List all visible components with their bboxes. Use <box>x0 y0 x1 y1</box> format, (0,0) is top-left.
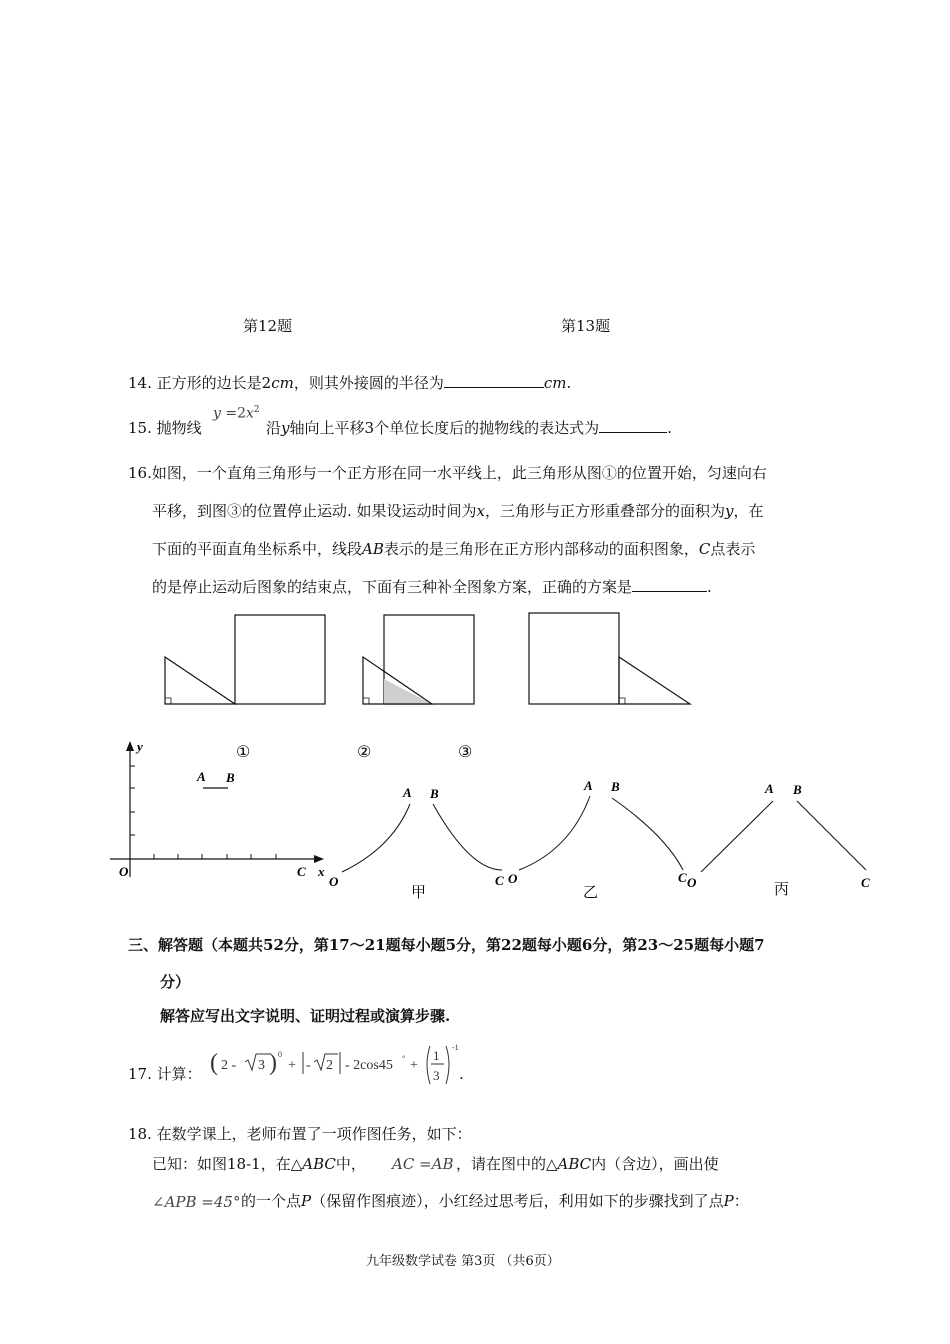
q16-line1-text: 如图，一个直角三角形与一个正方形在同一水平线上，此三角形从图①的位置开始，匀速向右 <box>151 464 767 482</box>
x-ticks <box>154 854 276 859</box>
svg-text:0: 0 <box>278 1050 282 1059</box>
option-jia-right-curve <box>433 804 502 870</box>
figure-1-triangle <box>165 657 235 704</box>
svg-text:-: - <box>306 1058 311 1073</box>
q18-line3-a: 的一个点 <box>241 1192 302 1210</box>
q16-line2-a: 平移，到图③的位置停止运动. 如果设运动时间为 <box>152 502 477 520</box>
figure-label-1: ① <box>236 744 251 761</box>
q15-answer-blank[interactable] <box>599 418 667 433</box>
q16-line3-c: C <box>698 540 711 558</box>
q14-unit: cm <box>271 374 294 392</box>
q16-number: 16. <box>128 464 152 482</box>
svg-text:2 -: 2 - <box>221 1058 237 1073</box>
q14-number: 14. <box>128 374 152 392</box>
svg-text:-1: -1 <box>452 1043 459 1052</box>
figure-label-3: ③ <box>458 744 473 761</box>
q16-line3-a: 下面的平面直角坐标系中，线段 <box>152 540 363 558</box>
q16-answer-blank[interactable] <box>632 577 707 592</box>
point-a-label: A <box>197 769 206 784</box>
q14-end-unit: cm <box>543 374 567 392</box>
figure-2-overlap <box>384 679 432 704</box>
q18-equation: AC =AB <box>392 1155 454 1173</box>
figure-3-square <box>529 613 619 704</box>
figure-2 <box>363 615 474 704</box>
option-jia-left-curve <box>342 804 410 872</box>
q18-line2-d: 内（含边），画出使 <box>591 1155 719 1173</box>
q17-label: 计算： <box>156 1065 202 1083</box>
section3-title-2: 分） <box>160 973 191 991</box>
q18-line2-abc: ABC <box>302 1155 336 1173</box>
q16-line2-y: y <box>725 502 734 520</box>
q14-value: 2 <box>261 374 272 392</box>
y-ticks <box>130 766 135 835</box>
q18-line3-c: ： <box>733 1192 749 1210</box>
y-axis-label: y <box>137 739 143 754</box>
q16-line4 <box>152 577 712 597</box>
q18-line1-text: 在数学课上，老师布置了一项作图任务，如下： <box>156 1125 472 1143</box>
svg-text:- 2cos45: - 2cos45 <box>345 1058 393 1073</box>
q17-expression <box>208 1040 478 1090</box>
q16-line3-ab: AB <box>362 540 384 558</box>
q15-text-mid1: 沿 <box>266 419 282 437</box>
q15-axis: y <box>281 419 290 437</box>
q15-formula-exp: 2 <box>253 405 260 415</box>
figure-2-right-angle <box>363 698 369 704</box>
q18-line2-a: 已知：如图18-1，在△ <box>152 1155 303 1173</box>
q14-end: . <box>566 374 572 392</box>
q14-text-mid: ，则其外接圆的半径为 <box>293 374 444 392</box>
option-bing-c: C <box>861 875 870 890</box>
q15-text-mid2: 轴向上平移 <box>289 419 365 437</box>
option-yi-right-curve <box>612 798 683 870</box>
svg-text:): ) <box>269 1050 277 1076</box>
coordinate-system <box>110 739 325 879</box>
question-18-line3 <box>241 1191 749 1211</box>
option-jia-c: C <box>495 873 504 888</box>
option-jia <box>329 785 504 901</box>
option-bing-a: A <box>765 781 774 796</box>
q18-angle: ∠APB =45° <box>152 1193 241 1211</box>
origin-label: O <box>119 864 129 879</box>
svg-text:°: ° <box>402 1054 406 1063</box>
figure-1 <box>165 615 325 704</box>
q18-line3-b: （保留作图痕迹），小红经过思考后，利用如下的步骤找到了点 <box>311 1192 724 1210</box>
option-yi-c: C <box>678 870 687 885</box>
option-jia-label: 甲 <box>411 885 427 901</box>
question-18-line1 <box>128 1124 472 1144</box>
page-footer: 九年级数学试卷 第3页 （共6页） <box>366 1254 560 1269</box>
q18-number: 18. <box>128 1125 152 1143</box>
q15-formula-x: x <box>246 405 254 422</box>
q16-line1 <box>128 463 767 483</box>
svg-text:3: 3 <box>258 1058 265 1073</box>
option-bing-o: O <box>687 875 697 890</box>
option-yi <box>508 778 687 901</box>
option-bing-label: 丙 <box>774 882 790 898</box>
figure-label-2: ② <box>357 744 372 761</box>
q16-line3-b: 表示的是三角形在正方形内部移动的面积图象， <box>383 540 699 558</box>
option-yi-label: 乙 <box>583 885 599 901</box>
q18-line2-c: ，请在图中的△ <box>456 1155 558 1173</box>
q15-number: 15. <box>128 419 152 437</box>
q17-end: . <box>459 1065 464 1083</box>
option-jia-a: A <box>403 785 412 800</box>
question-14 <box>128 373 571 393</box>
option-yi-a: A <box>584 778 593 793</box>
q16-figures <box>0 600 950 910</box>
figure-3-triangle <box>619 657 690 704</box>
q16-line2-c: ，在 <box>733 502 764 520</box>
question-15 <box>128 418 202 438</box>
section3-note: 解答应写出文字说明、证明过程或演算步骤. <box>160 1007 451 1025</box>
option-bing-b: B <box>793 782 802 797</box>
q16-line3 <box>152 539 755 559</box>
option-jia-o: O <box>329 874 339 889</box>
q16-line2-x: x <box>476 502 486 520</box>
q15-formula <box>213 405 260 422</box>
figure-3 <box>529 613 690 704</box>
q16-line2-b: ，三角形与正方形重叠部分的面积为 <box>485 502 726 520</box>
q15-end: . <box>667 419 672 437</box>
q17-number: 17. <box>128 1065 152 1083</box>
q16-line3-d: 点表示 <box>710 540 756 558</box>
caption-q12: 第12题 <box>243 317 293 335</box>
q15-text-mid3: 个单位长度后的抛物线的表达式为 <box>374 419 600 437</box>
point-b-label: B <box>226 770 235 785</box>
q16-line4-text: 的是停止运动后图象的结束点，下面有三种补全图象方案，正确的方案是 <box>152 578 633 596</box>
q18-line3-p: P <box>301 1192 312 1210</box>
question-18-line2-cont <box>456 1154 719 1174</box>
q16-line2 <box>152 501 764 521</box>
svg-text:+: + <box>288 1058 296 1073</box>
svg-text:(: ( <box>210 1050 218 1076</box>
svg-text:3: 3 <box>433 1068 440 1083</box>
option-yi-b: B <box>611 779 620 794</box>
figure-3-right-angle <box>619 698 625 704</box>
option-bing-left-line <box>701 801 773 872</box>
figure-1-right-angle <box>165 698 171 704</box>
q18-line2-abc2: ABC <box>557 1155 592 1173</box>
option-jia-b: B <box>430 786 439 801</box>
question-17 <box>128 1064 202 1084</box>
x-axis-arrow <box>314 855 324 863</box>
x-axis-label: x <box>318 864 325 879</box>
q18-line3-p2: P <box>723 1192 734 1210</box>
q15-formula-y: y <box>213 405 221 422</box>
figure-1-square <box>235 615 325 704</box>
option-bing-right-line <box>797 801 866 870</box>
option-bing <box>687 781 870 898</box>
q14-answer-blank[interactable] <box>444 373 544 388</box>
q16-line4-end: . <box>707 578 712 596</box>
q18-line2-b: 中， <box>335 1155 366 1173</box>
caption-q13: 第13题 <box>561 317 611 335</box>
q15-n: 3 <box>364 419 375 437</box>
svg-text:1: 1 <box>433 1048 440 1063</box>
option-yi-left-curve <box>519 796 590 870</box>
q15-text-pre: 抛物线 <box>156 419 202 437</box>
q15-formula-eq: =2 <box>220 405 247 422</box>
svg-text:2: 2 <box>326 1058 333 1073</box>
y-axis-arrow <box>126 741 134 751</box>
option-yi-o: O <box>508 871 518 886</box>
question-18-line2 <box>152 1154 366 1174</box>
section3-title: 三、解答题（本题共52分，第17～21题每小题5分，第22题每小题6分，第23～25题每小题7 <box>128 936 765 954</box>
point-c-label: C <box>297 864 306 879</box>
svg-text:+: + <box>410 1058 418 1073</box>
q14-text-pre: 正方形的边长是 <box>156 374 262 392</box>
q15-rest <box>266 418 672 438</box>
